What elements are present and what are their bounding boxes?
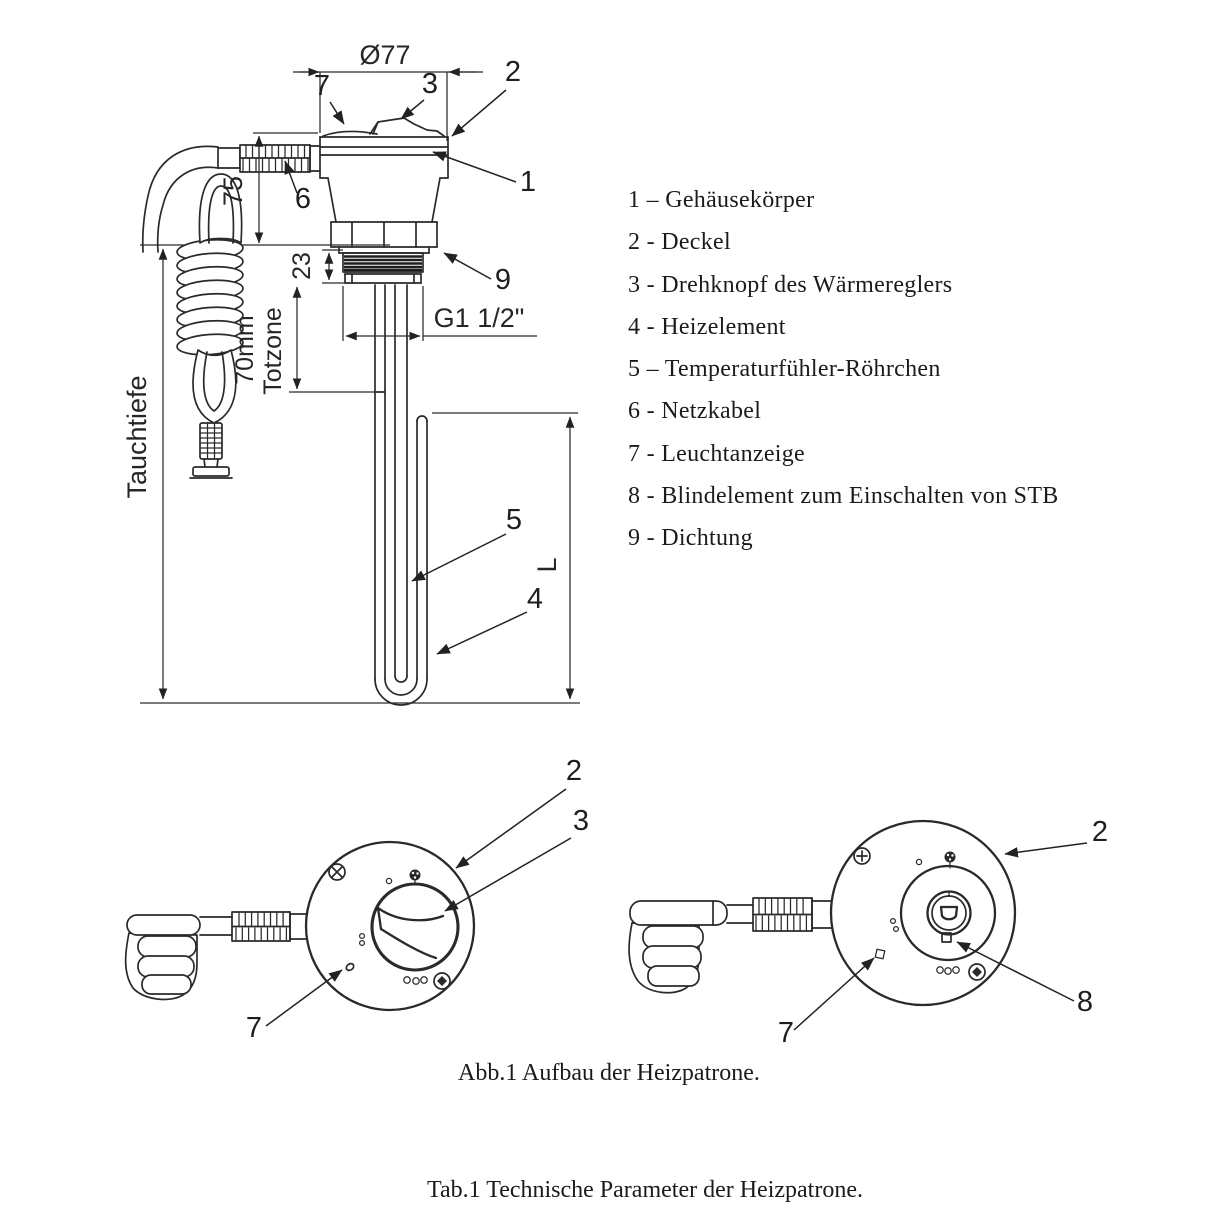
dead-zone-word: Totzone bbox=[259, 307, 287, 395]
cable-gland-bottom-left bbox=[200, 912, 307, 941]
table-caption: Tab.1 Technische Parameter der Heizpatrone. bbox=[427, 1177, 863, 1203]
callout-7-main bbox=[314, 70, 344, 124]
bottom-right-view bbox=[629, 816, 1108, 1049]
knob-recess bbox=[901, 866, 995, 960]
callout-2-bottom-right bbox=[1005, 816, 1108, 854]
vent-hole bbox=[916, 859, 921, 864]
bottom-left-view bbox=[126, 755, 589, 1044]
callout-7-bottom-left bbox=[246, 970, 342, 1044]
callout-3-main bbox=[401, 68, 438, 119]
legend-item-3: 3 - Drehknopf des Wärmereglers bbox=[628, 271, 953, 298]
callout-9-main bbox=[444, 253, 511, 296]
legend-item-9: 9 - Dichtung bbox=[628, 525, 753, 551]
plug-bottom-left bbox=[126, 915, 200, 999]
head-height-label: 75 bbox=[218, 175, 248, 207]
callout-label: 1 bbox=[519, 166, 537, 198]
callout-label: 7 bbox=[313, 70, 331, 102]
pipe-thread bbox=[343, 253, 423, 272]
knob-recess bbox=[372, 884, 458, 970]
callout-label: 7 bbox=[777, 1017, 795, 1049]
callout-2-bottom-left bbox=[456, 755, 582, 868]
callout-4-main bbox=[437, 583, 543, 654]
callout-label: 2 bbox=[565, 755, 583, 787]
thread-size-label: G1 1/2" bbox=[433, 303, 525, 333]
indicator-lamp-profile bbox=[323, 131, 377, 136]
callout-label: 3 bbox=[421, 68, 439, 100]
legend-item-7: 7 - Leuchtanzeige bbox=[628, 440, 806, 467]
heating-tube bbox=[375, 285, 427, 705]
callout-3-bottom-left bbox=[445, 805, 589, 911]
figure-caption: Abb.1 Aufbau der Heizpatrone. bbox=[458, 1060, 760, 1086]
dim-element-length bbox=[432, 413, 578, 699]
callout-label: 2 bbox=[504, 56, 522, 88]
callout-label: 3 bbox=[572, 805, 590, 837]
cable-gland-bottom-right bbox=[727, 898, 831, 931]
callout-label: 6 bbox=[294, 183, 312, 215]
callout-label: 5 bbox=[505, 504, 523, 536]
legend-item-6: 6 - Netzkabel bbox=[628, 398, 762, 425]
marking-dots bbox=[360, 934, 428, 985]
diameter-label: Ø77 bbox=[359, 40, 411, 70]
knob-profile bbox=[370, 118, 444, 136]
dim-dead-zone bbox=[231, 287, 375, 395]
thermostat-hub bbox=[928, 892, 971, 943]
callout-label: 4 bbox=[526, 583, 544, 615]
knob-wing bbox=[378, 908, 443, 958]
element-length-label: L bbox=[532, 557, 562, 573]
parts-legend bbox=[628, 179, 1059, 559]
callout-label: 7 bbox=[245, 1012, 263, 1044]
cable-gland bbox=[218, 145, 320, 172]
dim-immersion-depth bbox=[122, 249, 163, 699]
dead-zone-value: 70mm bbox=[231, 315, 259, 385]
power-plug bbox=[190, 423, 232, 478]
callout-label: 9 bbox=[494, 264, 512, 296]
callout-label: 2 bbox=[1091, 816, 1109, 848]
cover-screw-top bbox=[854, 848, 870, 864]
cover-screw-bottom bbox=[434, 973, 450, 989]
cover-screw-top bbox=[329, 864, 345, 880]
callout-7-bottom-right bbox=[778, 958, 874, 1049]
legend-item-8: 8 - Blindelement zum Einschalten von STB bbox=[628, 482, 1059, 509]
callout-2-main bbox=[452, 56, 521, 136]
legend-item-4: 4 - Heizelement bbox=[628, 313, 786, 340]
marking-dots bbox=[891, 919, 960, 975]
main-view bbox=[122, 40, 580, 705]
vent-hole bbox=[386, 878, 391, 883]
head-assembly bbox=[320, 118, 448, 253]
immersion-depth-label: Tauchtiefe bbox=[122, 375, 152, 499]
callout-5-main bbox=[412, 504, 522, 581]
seal-flange bbox=[345, 274, 421, 283]
legend-item-5: 5 – Temperaturfühler-Röhrchen bbox=[628, 356, 941, 382]
callout-label: 8 bbox=[1076, 986, 1094, 1018]
dim-thread-height bbox=[288, 250, 345, 283]
plug-bottom-right bbox=[629, 901, 727, 993]
thread-height-label: 23 bbox=[288, 252, 316, 280]
cover-screw-bottom bbox=[969, 964, 985, 980]
indicator-lamp bbox=[345, 962, 355, 972]
legend-item-1: 1 – Gehäusekörper bbox=[628, 187, 815, 213]
legend-item-2: 2 - Deckel bbox=[628, 229, 731, 256]
shaft-flat bbox=[941, 907, 957, 919]
indicator-lamp bbox=[875, 949, 884, 958]
